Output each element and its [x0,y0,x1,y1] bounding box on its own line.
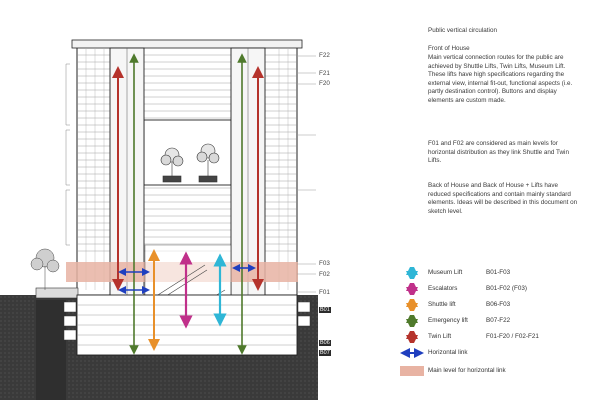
basement-label-b07: B07 [320,350,330,356]
legend-name: Shuttle lift [428,301,456,308]
left-podium [36,288,78,298]
double-arrow-vertical-icon [400,283,424,295]
swatch-icon [400,365,424,377]
floor-label-f01: F01 [319,289,330,296]
ground-earth-left [36,300,66,400]
basement-label-b01: B01 [320,307,330,313]
basement-label-b06: B06 [320,340,330,346]
legend-name: Twin Lift [428,333,452,340]
legend-name: Museum Lift [428,269,463,276]
sky-garden-opening [144,120,231,185]
height-brackets [66,64,70,245]
front-of-house-heading: Front of House [428,45,470,52]
legend-range: F01-F20 / F02-F21 [486,333,539,340]
legend-name: Main level for horizontal link [428,367,506,374]
floor-label-f22: F22 [319,52,330,59]
double-arrow-vertical-icon [400,315,424,327]
legend-name: Horizontal link [428,349,468,356]
floor-label-f02: F02 [319,271,330,278]
legend-name: Escalators [428,285,458,292]
main-levels-note: F01 and F02 are considered as main levels for horizontal distribution as they link Shuttle and Twin Lifts. [428,140,569,165]
floor-label-f03: F03 [319,260,330,267]
level-leader-lines [297,56,316,292]
double-arrow-vertical-icon [400,331,424,343]
legend-range: B07-F22 [486,317,511,324]
double-arrow-vertical-icon [400,299,424,311]
legend-range: B01-F02 (F03) [486,285,527,292]
front-of-house-body: Main vertical connection routes for the public are achieved by Shuttle Lifts, Twin Lifts, Museum Lift. These lifts have high specifications regarding the external view, internal fit-out, functional aspects (i.e. partly destination control). Buttons and display elements are custom made. [428,54,573,104]
back-of-house-note: Back of House and Back of House + Lifts have reduced specifications and contain mainly standard elements. Ideas will be described in this document on sketch level. [428,182,578,215]
tower-crown [72,40,302,48]
double-arrow-horizontal-icon [400,347,424,359]
entrance-tree [31,249,59,290]
floor-label-f21: F21 [319,70,330,77]
double-arrow-vertical-icon [400,267,424,279]
floor-label-f20: F20 [319,80,330,87]
section-title: Public vertical circulation [428,27,497,34]
legend-range: B01-F03 [486,269,511,276]
legend-range: B06-F03 [486,301,511,308]
legend-name: Emergency lift [428,317,468,324]
